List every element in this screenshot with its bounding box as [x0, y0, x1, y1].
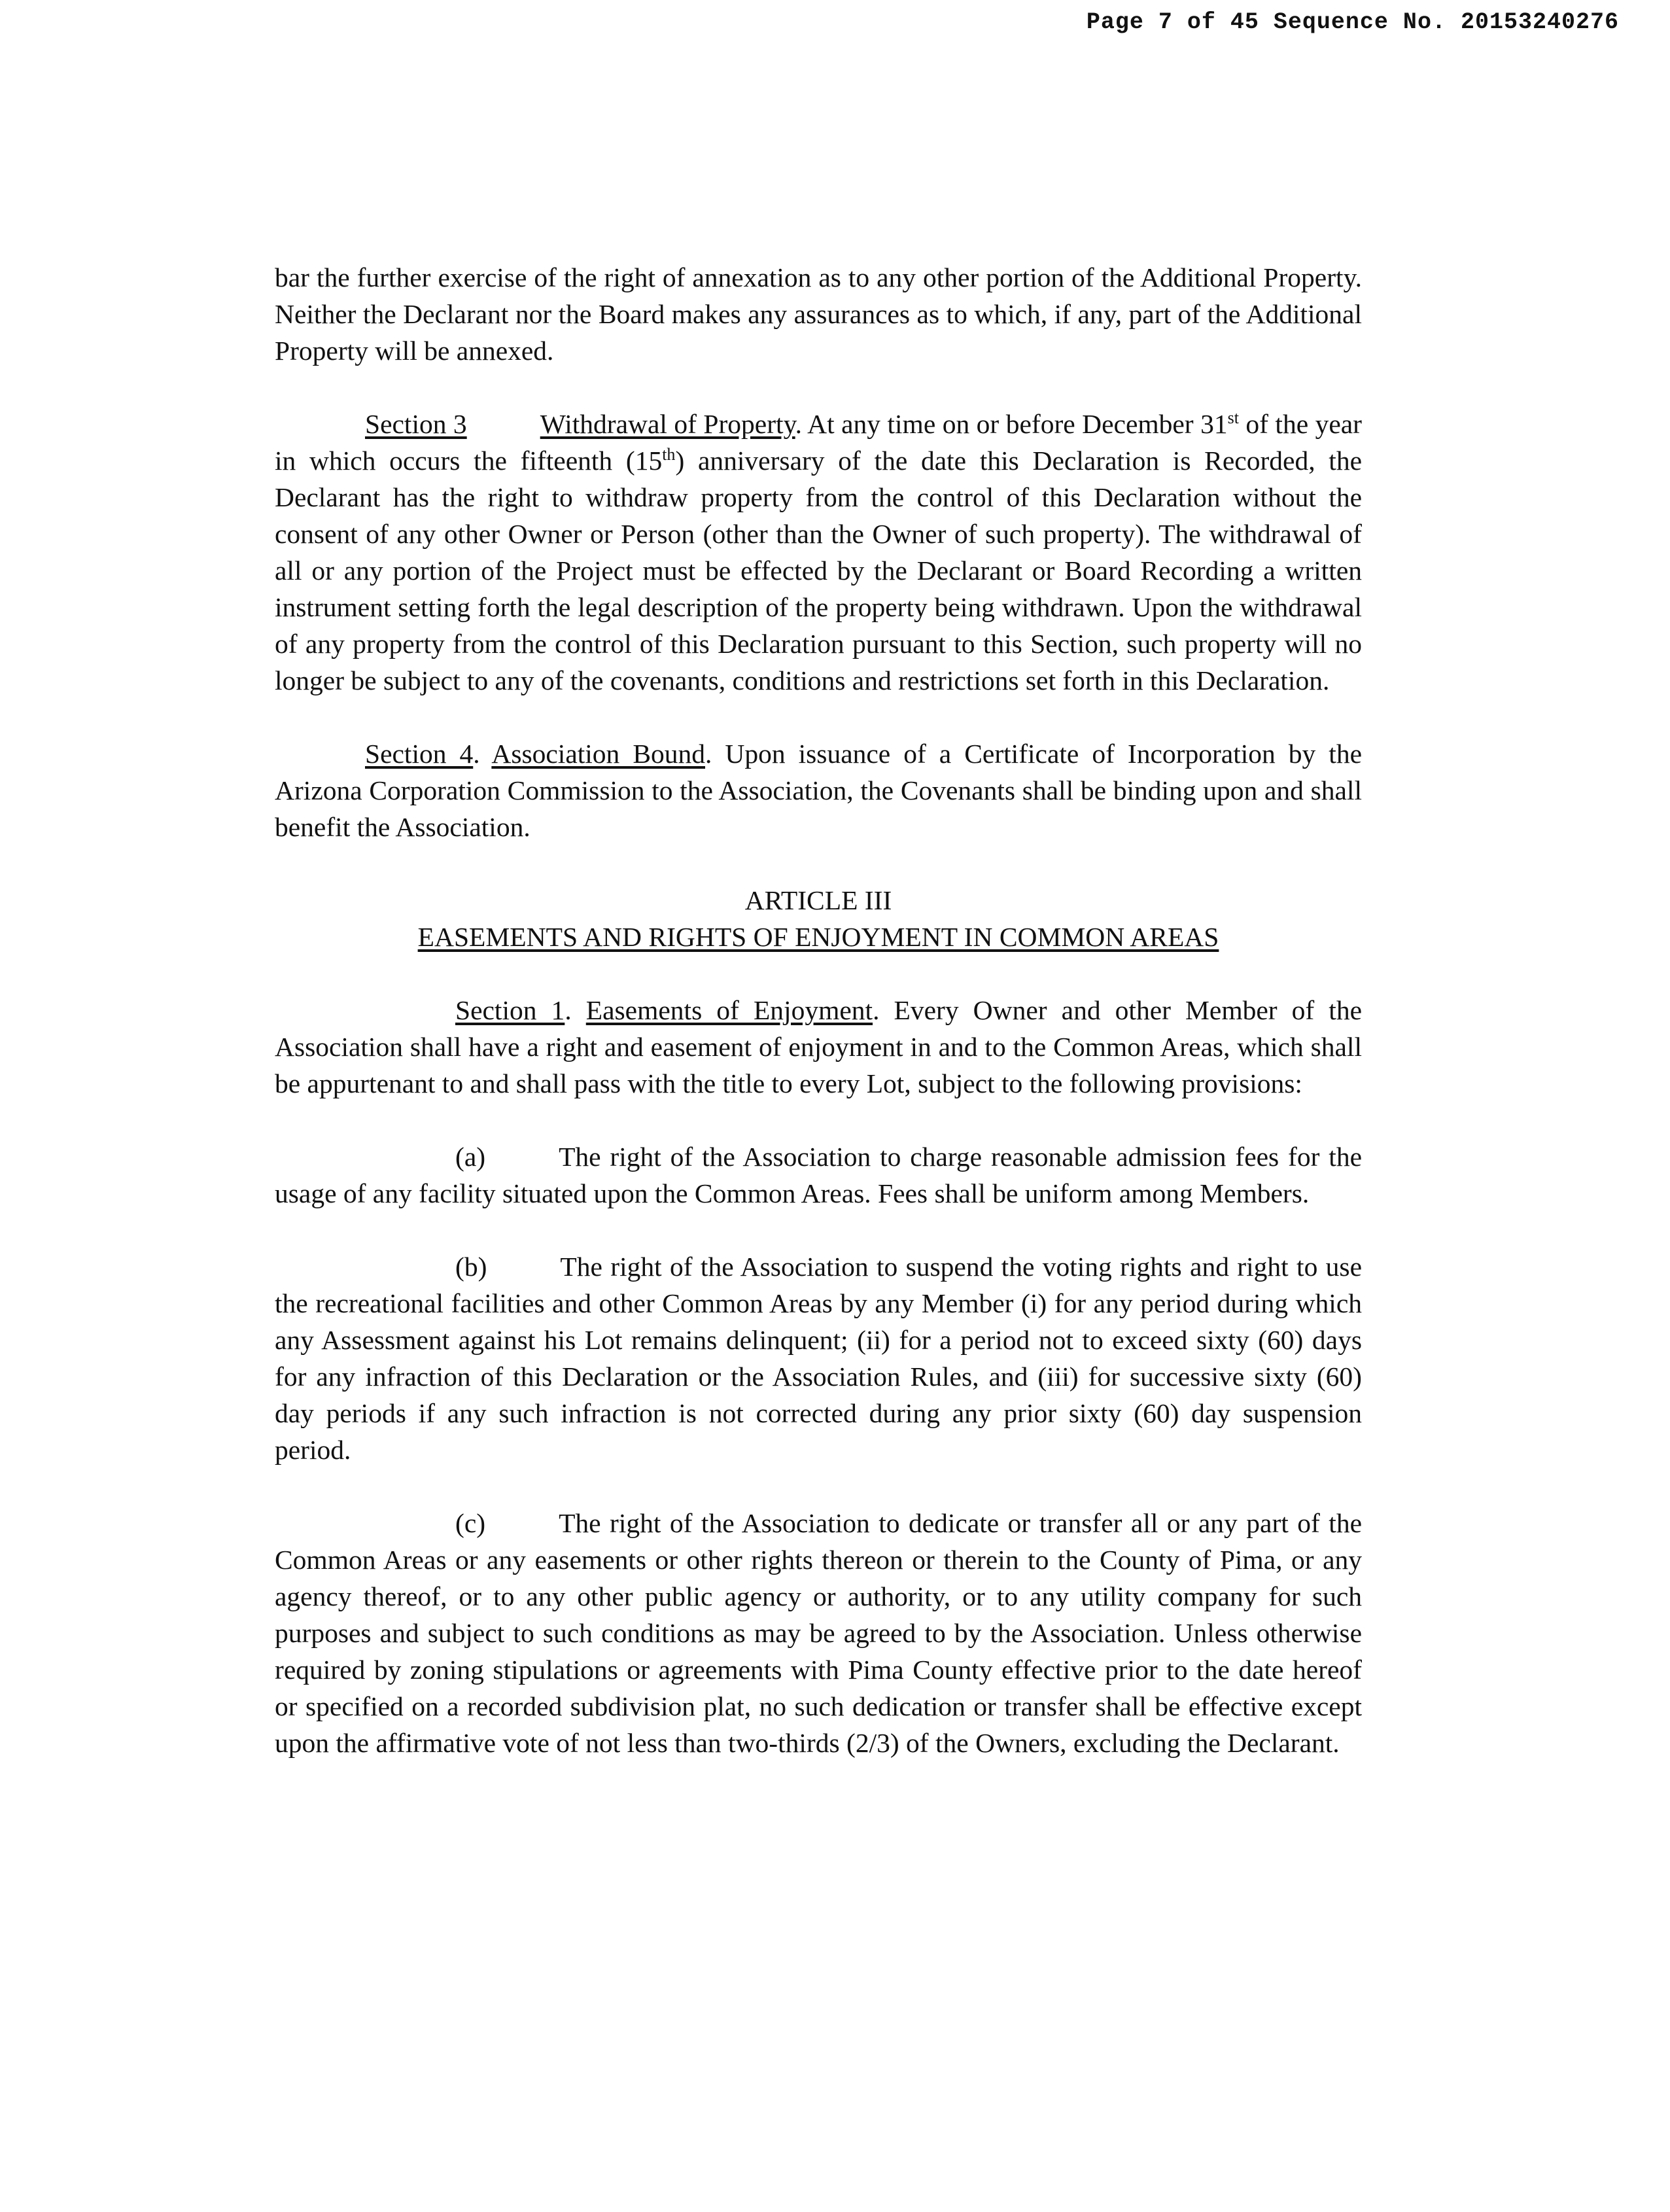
paragraph-section-4 [275, 735, 1362, 845]
section-4-title: Association Bound [491, 739, 705, 769]
paragraph-annexation-continued: bar the further exercise of the right of annexation as to any other portion of the Additional Property. Neither the Declarant nor the Board makes any assurances as to which, if any, part of the Additional Property will be annexed. [275, 262, 1362, 366]
article-section-1-text: . Every Owner and other Member of the Association shall have a right and easement of enjoyment in and to the Common Areas, which shall be appurtenant to and shall pass with the title to every Lot, subject to the following provisions: [275, 995, 1363, 1098]
article-heading [275, 882, 1362, 955]
page-sequence-stamp: Page 7 of 45 Sequence No. 20153240276 [1086, 9, 1619, 35]
section-3-text-b: of the year in which occurs the fifteenth (15 [275, 409, 1362, 476]
section-4-sep: . [473, 739, 492, 769]
article-title: EASEMENTS AND RIGHTS OF ENJOYMENT IN COMMON AREAS [417, 922, 1219, 952]
provision-b [275, 1248, 1362, 1468]
section-4-text: . Upon issuance of a Certificate of Incorporation by the Arizona Corporation Commission to the Association, the Covenants shall be binding upon and shall benefit the Association. [275, 739, 1363, 842]
section-3-text-c: ) anniversary of the date this Declaration is Recorded, the Declarant has the right to withdraw property from the control of this Declaration without the consent of any other Owner or Person (other than the Owner of such property). The withdrawal of all or any portion of the Project must be effected by the Declarant or Board Recording a written instrument setting forth the legal description of the property being withdrawn. Upon the withdrawal of any property from the control of this Declaration pursuant to this Section, such property will no longer be subject to any of the covenants, conditions and restrictions set forth in this Declaration. [275, 446, 1362, 695]
paragraph-section-3 [275, 406, 1362, 699]
section-4-label: Section 4 [365, 739, 474, 769]
provision-a-text: The right of the Association to charge reasonable admission fees for the usage of any facility situated upon the Common Areas. Fees shall be uniform among Members. [275, 1142, 1362, 1208]
provision-b-text: The right of the Association to suspend the voting rights and right to use the recreational facilities and other Common Areas by any Member (i) for any period during which any Assessment against his Lot remains delinquent; (ii) for a period not to exceed sixty (60) days for any infraction of this Declaration or the Association Rules, and (iii) for successive sixty (60) day periods if any such infraction is not corrected during any prior sixty (60) day suspension period. [275, 1252, 1362, 1465]
provision-b-label: (b) [455, 1252, 487, 1282]
provision-a-label: (a) [455, 1142, 486, 1172]
provision-c-label: (c) [455, 1508, 486, 1538]
provision-a [275, 1138, 1362, 1212]
superscript-st: st [1227, 408, 1239, 428]
document-body [275, 259, 1362, 1798]
section-3-title: Withdrawal of Property [540, 409, 795, 439]
article-section-1-title: Easements of Enjoyment [585, 995, 873, 1025]
provision-c [275, 1505, 1362, 1761]
article-section-1-label: Section 1 [455, 995, 565, 1025]
section-3-text-a: . At any time on or before December 31 [795, 409, 1228, 439]
paragraph-article-section-1 [275, 992, 1362, 1102]
section-3-label: Section 3 [365, 409, 467, 439]
provision-c-text: The right of the Association to dedicate or transfer all or any part of the Common Areas or any easements or other rights thereon or therein to the County of Pima, or any agency thereof, or to any other public agency or authority, or to any utility company for such purposes and subject to such conditions as may be agreed to by the Association. Unless otherwise required by zoning stipulations or agreements with Pima County effective prior to the date hereof or specified on a recorded subdivision plat, no such dedication or transfer shall be effective except upon the affirmative vote of not less than two-thirds (2/3) of the Owners, excluding the Declarant. [275, 1508, 1362, 1758]
superscript-th: th [662, 445, 676, 465]
article-section-1-sep: . [565, 995, 586, 1025]
article-number: ARTICLE III [744, 885, 892, 915]
